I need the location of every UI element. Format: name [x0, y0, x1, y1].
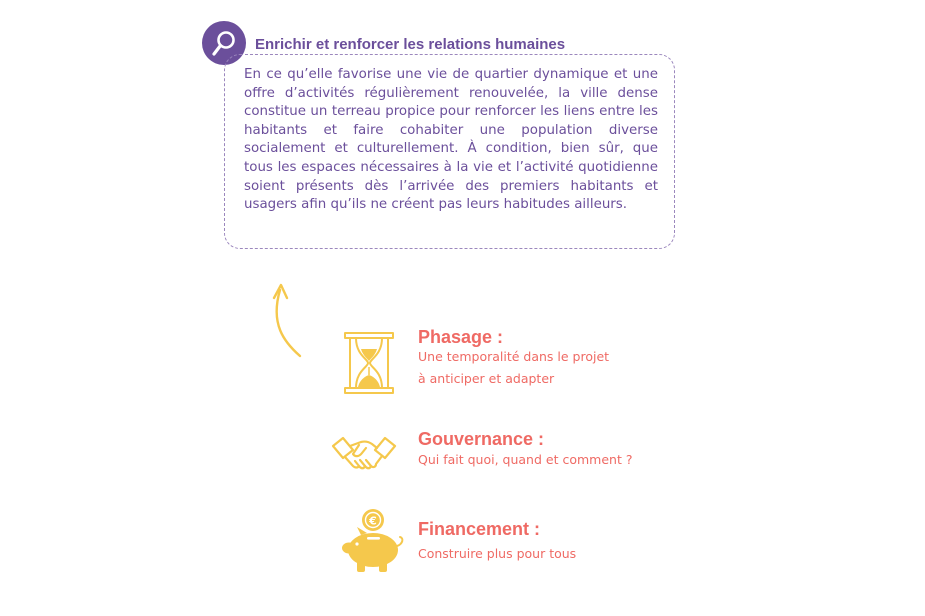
section-title: Enrichir et renforcer les relations humaines [255, 36, 566, 53]
financement-title: Financement : [418, 519, 541, 539]
svg-text:€: € [369, 514, 377, 528]
curved-arrow-icon [262, 278, 308, 362]
financement-desc: Construire plus pour tous [418, 546, 577, 561]
hourglass-icon [342, 331, 396, 395]
phasage-title: Phasage : [418, 327, 504, 347]
piggy-bank-icon [339, 506, 407, 576]
gouvernance-title: Gouvernance : [418, 429, 545, 449]
phasage-desc-line2: à anticiper et adapter [418, 371, 555, 386]
handshake-icon [331, 432, 397, 484]
phasage-desc-line1: Une temporalité dans le projet [418, 349, 610, 364]
body-paragraph: En ce qu’elle favorise une vie de quartier dynamique et une offre d’activités régulièrement renouvelée, la ville dense constitue un terreau propice pour renforcer les liens entre les habitants et faire cohabiter une population diverse socialement et culturellement. À condition, bien sûr, que tous les espaces nécessaires à la vie et l’activité quotidienne soient présents dès l’arrivée des premiers habitants et usagers afin qu’ils ne créent pas leurs habitudes ailleurs. [244, 67, 658, 213]
gouvernance-desc: Qui fait quoi, quand et comment ? [418, 452, 633, 467]
